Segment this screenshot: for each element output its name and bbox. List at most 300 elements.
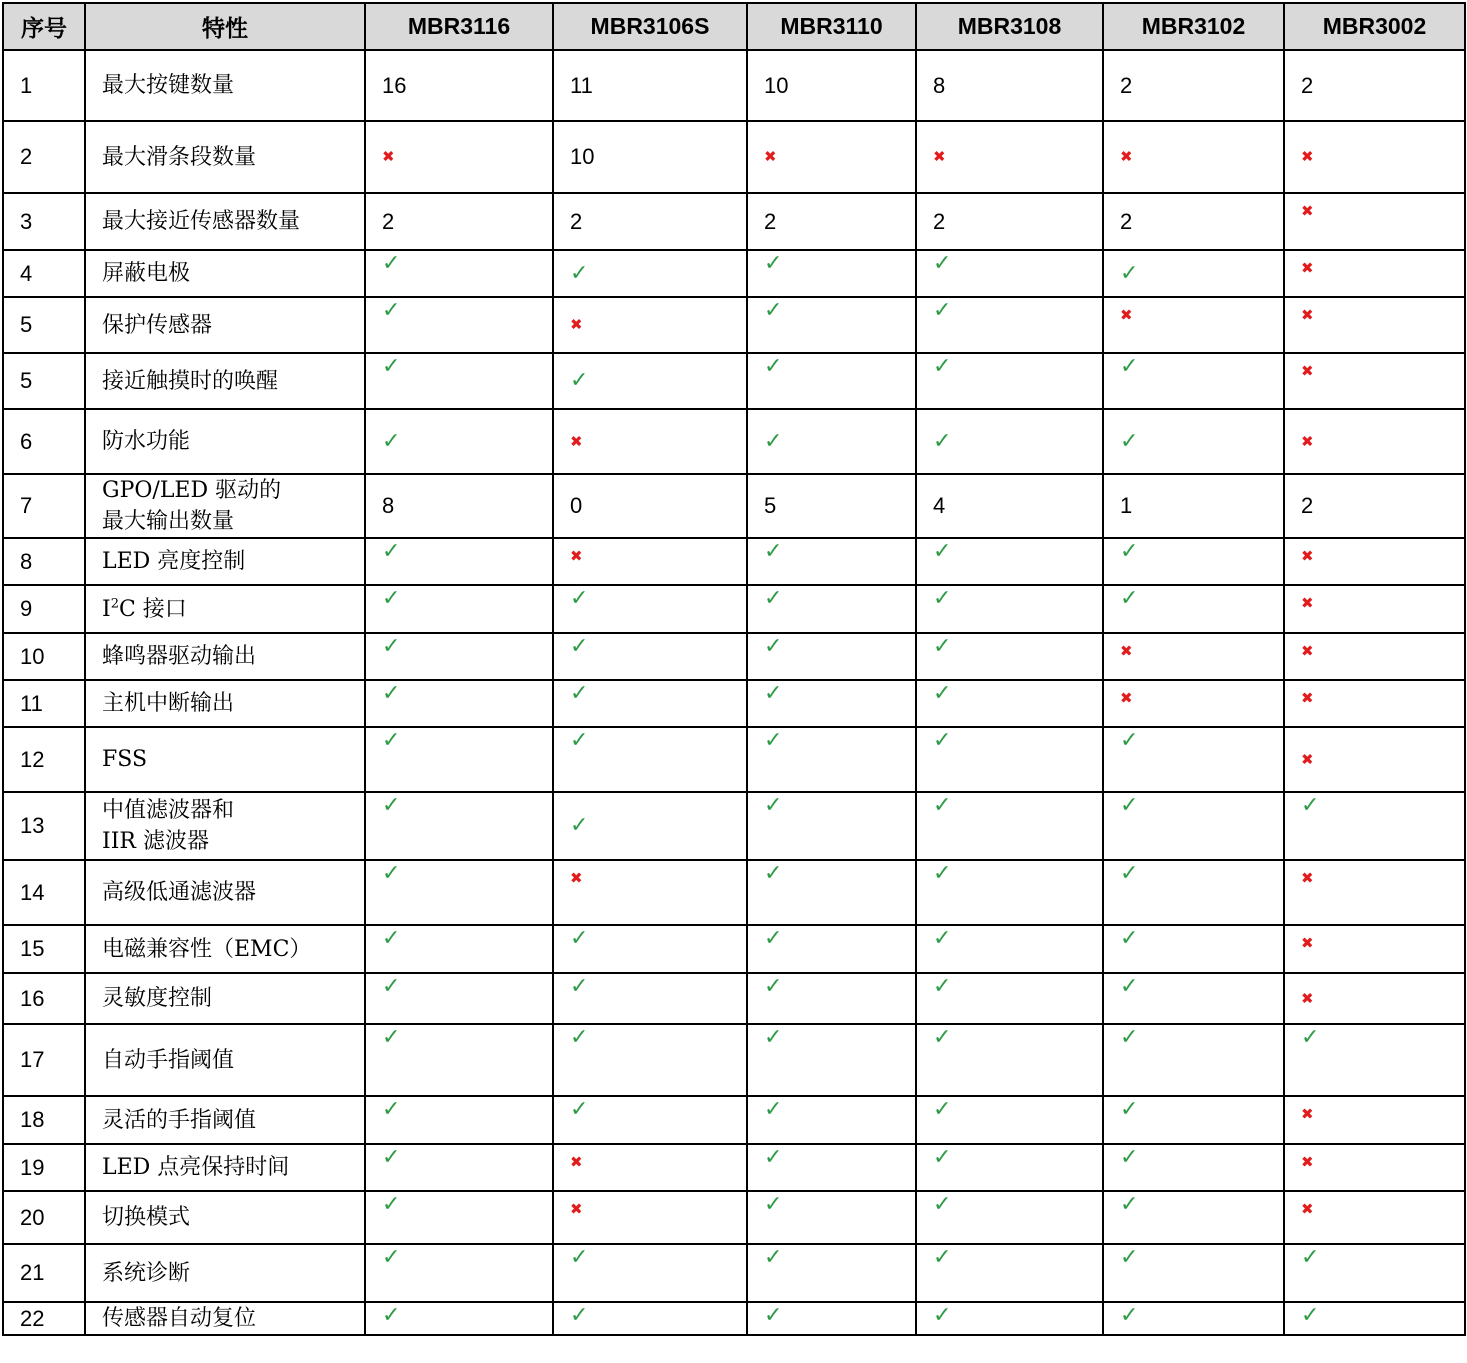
value-cell [553,1096,747,1144]
table-row [3,585,1465,633]
feature-label: 高级低通滤波器 [102,880,257,905]
cross-icon: ✖ [1301,1200,1314,1218]
check-icon: ✓ [570,586,589,611]
check-icon: ✓ [764,1145,783,1170]
value-text: 2 [933,208,946,234]
check-icon: ✓ [764,1245,783,1270]
table-row [3,193,1465,250]
feature-label: 屏蔽电极 [102,261,191,286]
feature-label: 切换模式 [102,1205,191,1230]
check-icon: ✓ [933,298,952,323]
row-number-cell: 18 [3,1096,85,1144]
value-cell [747,50,916,121]
check-icon: ✓ [764,586,783,611]
value-cell [365,633,553,680]
check-icon: ✓ [570,813,589,838]
cross-icon: ✖ [1301,750,1314,768]
check-icon: ✓ [764,251,783,276]
value-cell [553,1302,747,1335]
value-cell [1284,50,1465,121]
check-icon: ✓ [382,861,401,886]
value-cell [1284,1244,1465,1302]
check-icon: ✓ [764,1025,783,1050]
value-cell [365,121,553,193]
value-cell [365,792,553,860]
feature-cell [85,680,365,727]
value-cell [747,727,916,792]
feature-cell [85,1024,365,1096]
value-text: 10 [764,72,789,98]
cross-icon: ✖ [1301,362,1314,380]
check-icon: ✓ [764,428,783,454]
feature-label: 蜂鸣器驱动输出 [102,644,257,669]
check-icon: ✓ [382,681,401,706]
value-cell [1103,1024,1284,1096]
value-cell [1103,1191,1284,1244]
value-cell [553,409,747,474]
feature-cell [85,538,365,585]
check-icon: ✓ [382,1303,401,1328]
value-cell [365,925,553,973]
cross-icon: ✖ [570,1153,583,1171]
value-text: 5 [764,493,777,518]
feature-cell [85,193,365,250]
header-cell: MBR3102 [1103,3,1284,50]
check-icon: ✓ [382,926,401,951]
check-icon: ✓ [764,861,783,886]
cross-icon: ✖ [1301,642,1314,660]
check-icon: ✓ [1301,1025,1320,1050]
value-cell [1103,973,1284,1024]
value-cell [1103,474,1284,538]
value-cell [1103,792,1284,860]
value-cell [1103,1144,1284,1191]
value-cell [553,792,747,860]
value-cell [1284,121,1465,193]
cross-icon: ✖ [1120,147,1133,166]
check-icon: ✓ [1120,260,1139,286]
feature-cell [85,1096,365,1144]
check-icon: ✓ [1120,428,1139,454]
value-cell [365,860,553,925]
check-icon: ✓ [1120,793,1139,818]
check-icon: ✓ [570,260,589,286]
value-cell [1284,353,1465,409]
cross-icon: ✖ [1301,594,1314,612]
table-row [3,1244,1465,1302]
value-cell [747,633,916,680]
check-icon: ✓ [764,1097,783,1122]
feature-label: 防水功能 [102,429,191,454]
value-cell [916,973,1103,1024]
value-cell [1284,792,1465,860]
value-cell [553,121,747,193]
feature-label: 主机中断输出 [102,691,235,716]
value-text: 11 [570,72,593,98]
value-text: 10 [570,144,595,169]
table-body [3,50,1465,1335]
check-icon: ✓ [933,1303,952,1328]
row-number-cell: 22 [3,1302,85,1335]
cross-icon: ✖ [1301,934,1314,952]
value-text: 8 [933,72,946,98]
feature-label: 灵敏度控制 [102,986,213,1011]
feature-comparison-table [2,2,1466,1336]
cross-icon: ✖ [933,147,946,166]
feature-cell [85,633,365,680]
feature-cell [85,297,365,353]
row-number-cell: 20 [3,1191,85,1244]
table-header [3,3,1465,50]
check-icon: ✓ [764,298,783,323]
value-cell [1103,860,1284,925]
check-icon: ✓ [1301,1303,1320,1328]
value-cell [365,297,553,353]
cross-icon: ✖ [1120,689,1133,707]
check-icon: ✓ [1120,1145,1139,1170]
value-cell [365,680,553,727]
value-cell [747,1244,916,1302]
feature-label: 传感器自动复位 [102,1306,257,1331]
check-icon: ✓ [382,1192,401,1217]
value-text: 2 [1120,208,1133,234]
value-cell [365,727,553,792]
table-row [3,1144,1465,1191]
cross-icon: ✖ [1301,306,1314,324]
value-cell [1284,727,1465,792]
value-cell [365,250,553,297]
check-icon: ✓ [764,974,783,999]
value-cell [1103,727,1284,792]
value-cell [747,860,916,925]
value-cell [747,297,916,353]
value-cell [365,538,553,585]
check-icon: ✓ [382,793,401,818]
check-icon: ✓ [382,1145,401,1170]
table-row [3,1096,1465,1144]
value-cell [916,860,1103,925]
header-cell: MBR3002 [1284,3,1465,50]
feature-label: 接近触摸时的唤醒 [102,368,279,394]
value-text: 2 [570,208,583,234]
value-cell [916,1302,1103,1335]
feature-label: 保护传感器 [102,312,213,338]
feature-label: LED 点亮保持时间 [102,1155,290,1180]
cross-icon: ✖ [570,432,583,450]
row-number-cell: 11 [3,680,85,727]
check-icon: ✓ [382,1245,401,1270]
check-icon: ✓ [570,728,589,753]
value-cell [916,585,1103,633]
value-cell [747,792,916,860]
value-cell [553,474,747,538]
check-icon: ✓ [570,1245,589,1270]
value-cell [365,474,553,538]
feature-label: GPO/LED 驱动的 [102,478,282,503]
cross-icon: ✖ [1301,547,1314,565]
check-icon: ✓ [1120,974,1139,999]
check-icon: ✓ [933,539,952,564]
check-icon: ✓ [1120,1192,1139,1217]
value-cell [1103,538,1284,585]
value-cell [1103,680,1284,727]
value-cell [1103,193,1284,250]
value-cell [1103,50,1284,121]
check-icon: ✓ [570,1025,589,1050]
check-icon: ✓ [764,354,783,379]
check-icon: ✓ [570,634,589,659]
feature-cell [85,50,365,121]
value-cell [747,1302,916,1335]
value-cell [747,925,916,973]
value-cell [553,193,747,250]
table-row [3,792,1465,860]
feature-cell [85,474,365,538]
check-icon: ✓ [570,974,589,999]
check-icon: ✓ [933,251,952,276]
cross-icon: ✖ [382,147,395,166]
cross-icon: ✖ [1301,1153,1314,1171]
value-cell [553,353,747,409]
check-icon: ✓ [382,251,401,276]
value-cell [916,1144,1103,1191]
value-cell [1284,193,1465,250]
value-cell [1103,925,1284,973]
cross-icon: ✖ [1301,202,1314,220]
check-icon: ✓ [382,354,401,379]
check-icon: ✓ [764,926,783,951]
value-cell [747,409,916,474]
check-icon: ✓ [1301,1245,1320,1270]
row-number-cell: 17 [3,1024,85,1096]
value-cell [1103,1244,1284,1302]
check-icon: ✓ [933,974,952,999]
value-cell [1284,925,1465,973]
value-cell [916,250,1103,297]
feature-cell [85,121,365,193]
value-cell [1284,633,1465,680]
row-number-cell: 10 [3,633,85,680]
value-cell [1284,474,1465,538]
value-cell [553,860,747,925]
row-number-cell: 21 [3,1244,85,1302]
header-cell: MBR3106S [553,3,747,50]
feature-cell [85,409,365,474]
value-text: 16 [382,72,407,98]
feature-label: 灵活的手指阈值 [102,1107,257,1133]
value-cell [916,792,1103,860]
cross-icon: ✖ [1301,259,1314,277]
value-cell [1284,409,1465,474]
table-row [3,680,1465,727]
value-cell [916,633,1103,680]
feature-cell [85,973,365,1024]
check-icon: ✓ [764,793,783,818]
value-cell [1103,250,1284,297]
value-cell [916,121,1103,193]
value-cell [553,1244,747,1302]
feature-label: 自动手指阈值 [102,1047,235,1073]
check-icon: ✓ [764,681,783,706]
value-cell [1103,1302,1284,1335]
check-icon: ✓ [382,586,401,611]
value-cell [916,680,1103,727]
feature-label: $I^2C$ 接口 [102,596,187,622]
check-icon: ✓ [1120,586,1139,611]
value-cell [1284,973,1465,1024]
value-cell [916,1096,1103,1144]
value-cell [1103,121,1284,193]
check-icon: ✓ [764,1303,783,1328]
check-icon: ✓ [1120,1245,1139,1270]
header-cell: 序号 [3,3,85,50]
check-icon: ✓ [1120,861,1139,886]
check-icon: ✓ [1120,1303,1139,1328]
cross-icon: ✖ [1301,147,1314,166]
value-cell [747,121,916,193]
value-cell [365,1144,553,1191]
row-number-cell: 16 [3,973,85,1024]
feature-cell [85,925,365,973]
table-row [3,297,1465,353]
check-icon: ✓ [570,681,589,706]
check-icon: ✓ [570,1303,589,1328]
value-cell [916,50,1103,121]
value-cell [1103,353,1284,409]
value-cell [1284,1096,1465,1144]
feature-cell [85,1191,365,1244]
value-cell [1103,297,1284,353]
value-cell [1284,1191,1465,1244]
value-cell [1103,1096,1284,1144]
table-row [3,1024,1465,1096]
value-cell [1284,860,1465,925]
table-row [3,409,1465,474]
header-cell: MBR3110 [747,3,916,50]
feature-cell [85,727,365,792]
check-icon: ✓ [933,793,952,818]
row-number-cell: 3 [3,193,85,250]
value-cell [916,409,1103,474]
row-number-cell: 9 [3,585,85,633]
value-cell [916,1244,1103,1302]
check-icon: ✓ [1120,926,1139,951]
value-text: 0 [570,493,583,518]
check-icon: ✓ [382,728,401,753]
row-number-cell: 6 [3,409,85,474]
value-cell [747,538,916,585]
check-icon: ✓ [1120,728,1139,753]
cross-icon: ✖ [1301,869,1314,887]
value-cell [553,1191,747,1244]
value-text: 2 [1301,72,1314,98]
value-cell [553,680,747,727]
table-row [3,121,1465,193]
value-cell [553,585,747,633]
value-cell [553,1024,747,1096]
feature-label: IIR 滤波器 [102,829,209,854]
value-cell [1284,250,1465,297]
value-cell [365,50,553,121]
value-cell [365,973,553,1024]
value-cell [747,1144,916,1191]
value-cell [365,193,553,250]
value-cell [1284,1144,1465,1191]
value-cell [1284,1302,1465,1335]
table-row [3,727,1465,792]
value-cell [747,1096,916,1144]
value-cell [916,538,1103,585]
cross-icon: ✖ [1301,989,1314,1007]
table-row [3,925,1465,973]
check-icon: ✓ [764,728,783,753]
row-number-cell: 14 [3,860,85,925]
value-cell [1103,585,1284,633]
check-icon: ✓ [764,634,783,659]
row-number-cell: 5 [3,297,85,353]
table-row [3,973,1465,1024]
check-icon: ✓ [764,539,783,564]
value-cell [553,297,747,353]
row-number-cell: 8 [3,538,85,585]
check-icon: ✓ [382,634,401,659]
value-cell [553,727,747,792]
check-icon: ✓ [933,1145,952,1170]
value-text: 2 [382,208,395,234]
table-row [3,633,1465,680]
row-number-cell: 5 [3,353,85,409]
value-cell [1284,538,1465,585]
feature-label: 最大按键数量 [102,73,235,98]
value-cell [1284,297,1465,353]
value-cell [365,1191,553,1244]
value-cell [916,474,1103,538]
value-cell [553,633,747,680]
value-cell [916,1024,1103,1096]
value-cell [553,1144,747,1191]
table-row [3,353,1465,409]
value-cell [553,925,747,973]
feature-label: FSS [102,747,148,772]
value-cell [365,409,553,474]
value-text: 2 [1120,72,1133,98]
header-cell: MBR3116 [365,3,553,50]
cross-icon: ✖ [570,315,583,334]
feature-cell [85,585,365,633]
cross-icon: ✖ [1120,642,1133,660]
feature-label: 中值滤波器和 [102,798,235,823]
value-cell [916,297,1103,353]
check-icon: ✓ [1120,1025,1139,1050]
feature-cell [85,1144,365,1191]
value-cell [747,250,916,297]
check-icon: ✓ [382,298,401,323]
check-icon: ✓ [382,539,401,564]
feature-label: 最大接近传感器数量 [102,209,301,234]
value-cell [1103,633,1284,680]
value-cell [916,925,1103,973]
feature-cell [85,1302,365,1335]
value-cell [747,474,916,538]
value-cell [365,353,553,409]
check-icon: ✓ [933,1245,952,1270]
table-row [3,538,1465,585]
value-cell [365,1024,553,1096]
value-cell [747,1191,916,1244]
table-row [3,50,1465,121]
check-icon: ✓ [933,586,952,611]
table-row [3,474,1465,538]
